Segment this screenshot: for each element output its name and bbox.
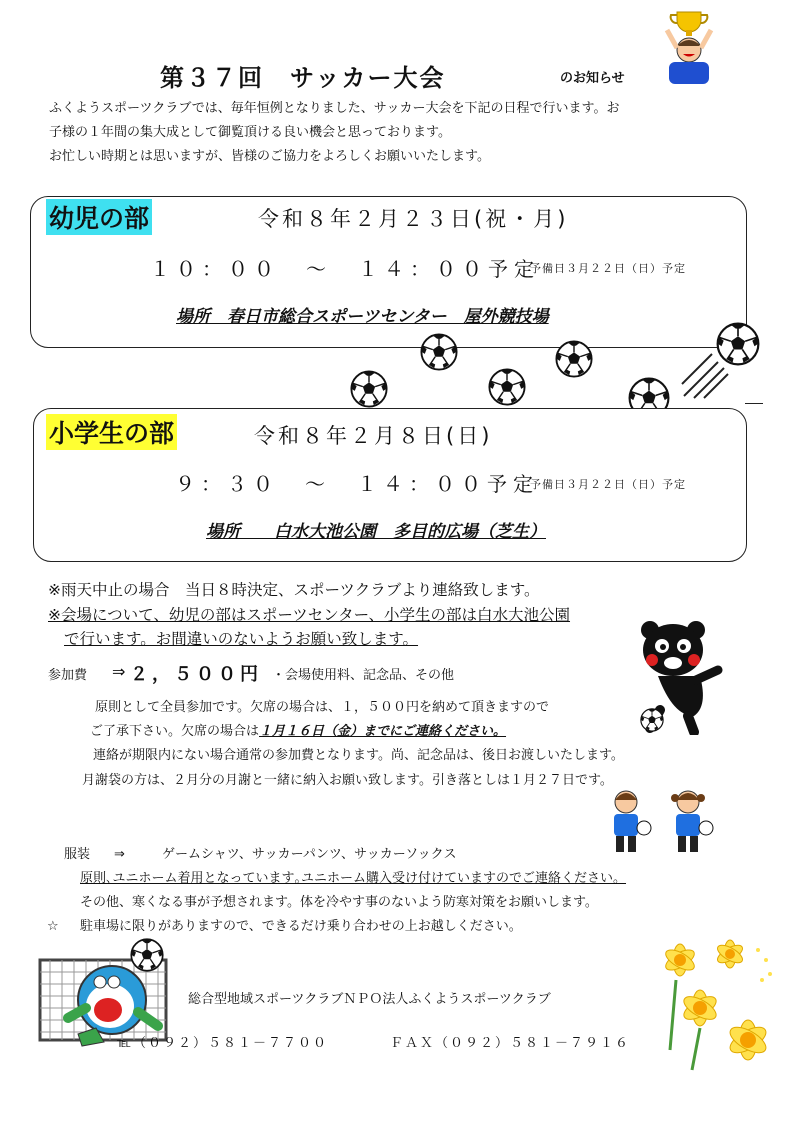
venue-note-line-2: で行います。お間違いのないようお願い致します。 (64, 630, 419, 648)
soccer-ball-icon (350, 370, 388, 408)
fee-line-3: 連絡が期限内にない場合通常の参加費となります。尚、記念品は、後日お渡しいたします。 (93, 748, 624, 763)
clothing-line-3: その他、寒くなる事が予想されます。体を冷やす事のないよう防寒対策をお願いします。 (80, 895, 598, 910)
intro-line-2: 子様の１年間の集大成として御覧頂ける良い機会と思っております。 (49, 125, 451, 140)
flying-soccer-ball-icon (680, 320, 765, 400)
soccer-ball-icon (420, 333, 458, 371)
fee-detail: ・会場使用料、記念品、その他 (272, 668, 455, 683)
fee-line-4: 月謝袋の方は、２月分の月謝と一緒に納入お願い致します。引き落としは１月２７日です。 (82, 773, 613, 788)
clothing-arrow: ⇒ (114, 847, 125, 862)
elementary-spare-day: 予備日３月２２日（日）予定 (530, 478, 686, 491)
soccer-ball-icon (555, 340, 593, 378)
footer-org: 総合型地域スポーツクラブＮＰＯ法人ふくようスポーツクラブ (188, 992, 551, 1007)
page-title-suffix: のお知らせ (560, 71, 625, 86)
footer-tel: ℡（０９２）５８１－７７００ (117, 1036, 328, 1051)
clothing-label: 服装 (64, 847, 91, 862)
footer-fax: ＦＡＸ（０９２）５８１－７９１６ (390, 1036, 631, 1051)
fee-line-2-text: ご了承下さい。欠席の場合は (90, 724, 260, 739)
divider-line (745, 403, 763, 404)
parking-note: 駐車場に限りがありますので、できるだけ乗り合わせの上お越しください。 (80, 919, 522, 934)
rain-note: ※雨天中止の場合 当日８時決定、スポーツクラブより連絡致します。 (48, 581, 540, 599)
elementary-time: ９：３０ ～ １４：００予定 (175, 472, 539, 496)
infant-time: １０：００ ～ １４：００予定 (150, 257, 540, 281)
fee-label: 参加費 (48, 668, 88, 683)
fee-line-2 (90, 722, 506, 741)
page-title: 第３７回 サッカー大会 (160, 64, 446, 92)
fee-deadline: １月１６日（金）までにご連絡ください。 (259, 724, 507, 739)
trophy-kid-icon (655, 8, 725, 88)
fee-amount: ２，５００円 (130, 664, 262, 685)
clothing-line-2: 原則､ユニホーム着用となっています｡ユニホーム購入受け付けていますのでご連絡ください。 (80, 871, 627, 886)
elementary-date: 令和８年２月８日(日) (254, 424, 493, 448)
intro-line-1: ふくようスポーツクラブでは、毎年恒例となりました、サッカー大会を下記の日程で行います。お (49, 101, 620, 116)
star-icon: ☆ (47, 919, 59, 934)
soccer-ball-icon (640, 708, 664, 732)
elementary-place: 場所 白水大池公園 多目的広場（芝生） (206, 522, 546, 542)
infant-section-label: 幼児の部 (46, 199, 152, 235)
daffodil-flowers-icon (640, 930, 780, 1080)
intro-line-3: お忙しい時期とは思いますが、皆様のご協力をよろしくお願いいたします。 (49, 149, 490, 164)
infant-date: 令和８年２月２３日(祝・月) (258, 207, 569, 231)
infant-spare-day: 予備日３月２２日（日）予定 (530, 262, 686, 275)
soccer-ball-icon (488, 368, 526, 406)
soccer-kids-icon (604, 788, 729, 860)
fee-line-1: 原則として全員参加です。欠席の場合は、１，５００円を納めて頂きますので (95, 700, 549, 715)
clothing-items: ゲームシャツ、サッカーパンツ、サッカーソックス (162, 847, 457, 862)
elementary-section-label: 小学生の部 (46, 414, 177, 450)
infant-place: 場所 春日市総合スポーツセンター 屋外競技場 (176, 307, 549, 327)
fee-arrow: ⇒ (112, 662, 126, 681)
venue-note-line-1: ※会場について、幼児の部はスポーツセンター、小学生の部は白水大池公園 (48, 606, 571, 624)
